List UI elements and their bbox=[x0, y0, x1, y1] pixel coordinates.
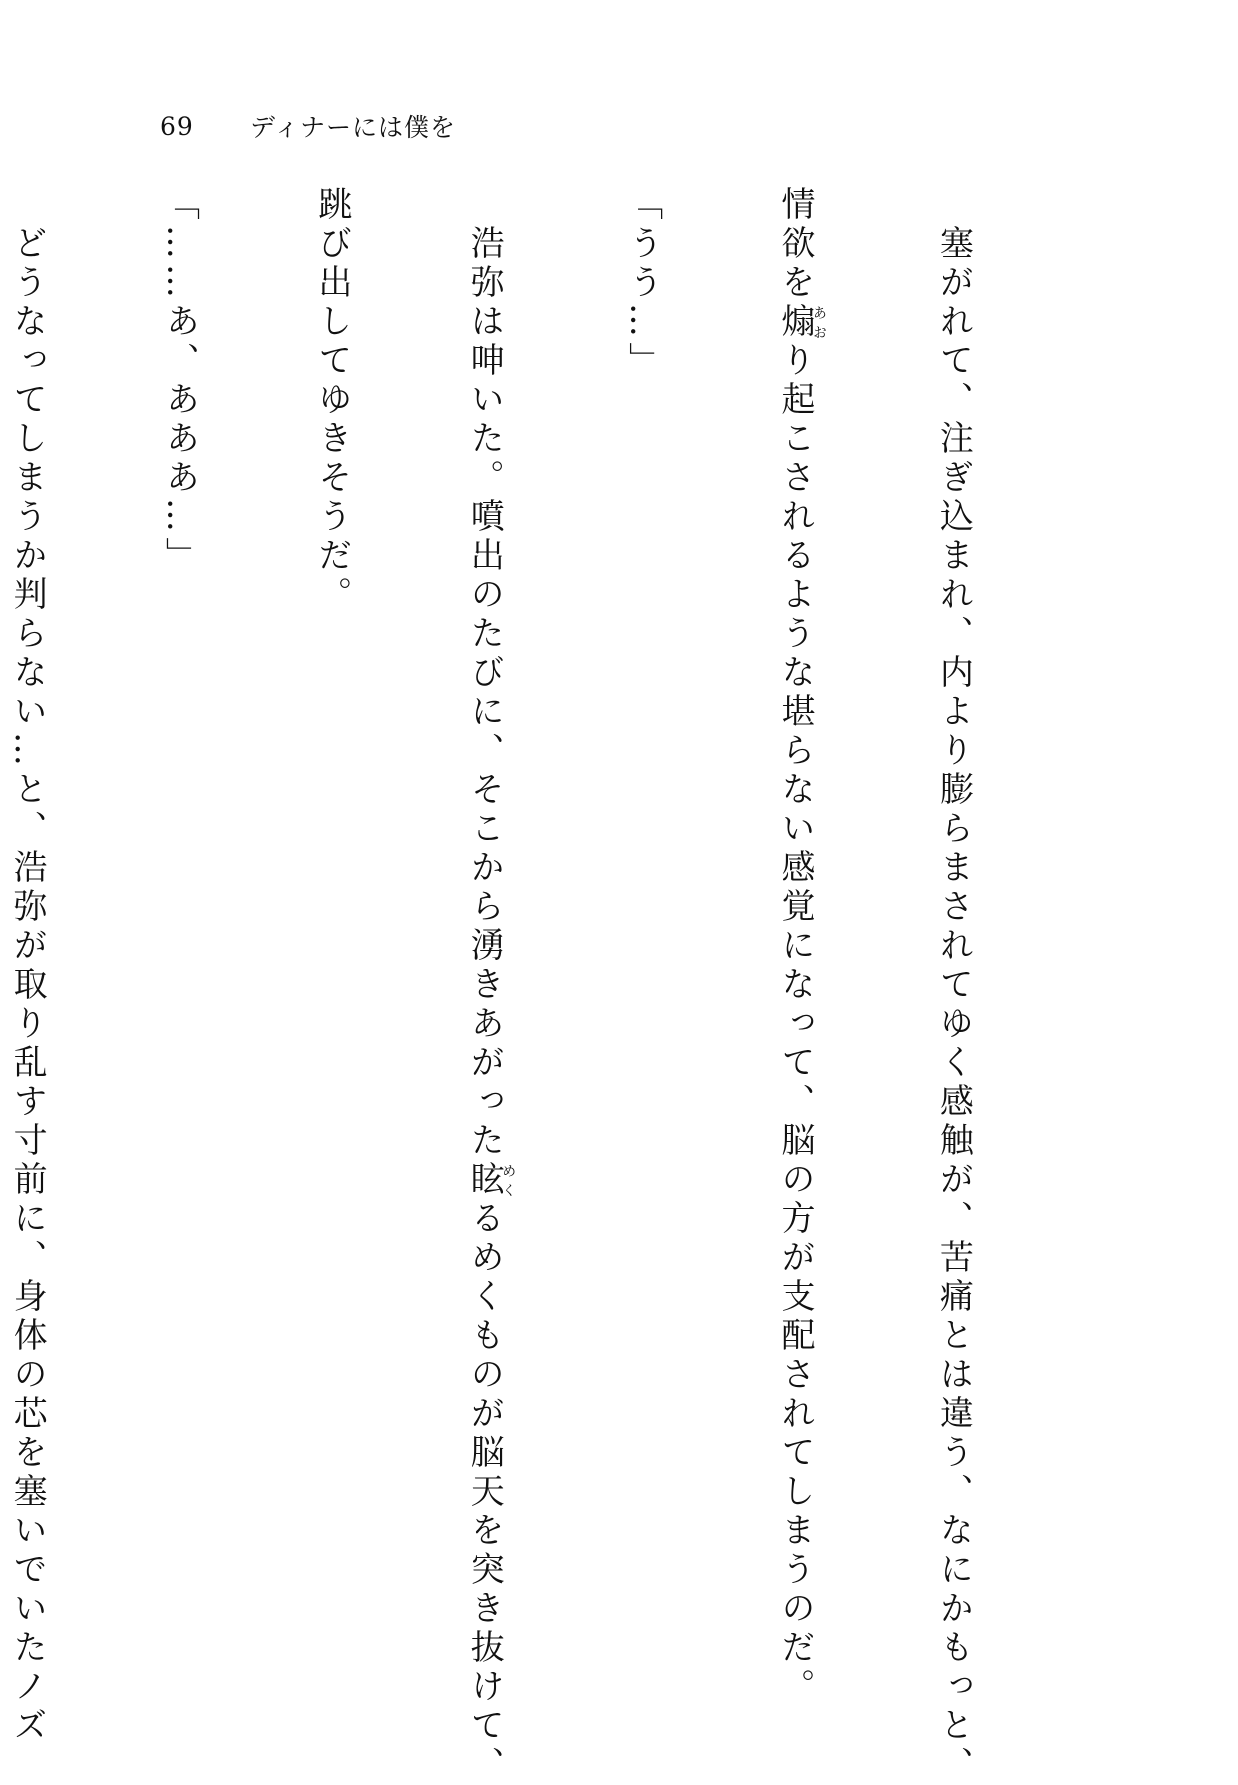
text-line: どうなってしまうか判らない…と、浩弥が取り乱す寸前に、身体の芯を塞いでいたノズ bbox=[7, 186, 48, 1746]
text-line: 跳び出してゆきそうだ。 bbox=[311, 186, 352, 615]
text-line: 「……あ、あああ…」 bbox=[159, 186, 200, 576]
running-title: ディナーには僕を bbox=[250, 113, 457, 142]
furigana: 煽あお bbox=[775, 303, 828, 342]
furigana: 眩めく bbox=[464, 1161, 517, 1200]
page-header bbox=[160, 106, 456, 146]
page-number: 69 bbox=[160, 111, 194, 141]
text-line: 「うう…」 bbox=[622, 186, 663, 381]
vertical-body-text bbox=[7, 186, 1080, 1785]
text-line: 塞がれて、注ぎ込まれ、内より膨らまされてゆく感触が、苦痛とは違う、なにかもっと、 bbox=[933, 186, 974, 1785]
text-line: 情欲を煽あおり起こされるような堪らない感覚になって、脳の方が支配されてしまうのだ。 bbox=[775, 186, 828, 1707]
text-line: 浩弥は呻いた。噴出のたびに、そこから湧きあがった眩めくるめくものが脳天を突き抜けて、 bbox=[464, 186, 517, 1785]
